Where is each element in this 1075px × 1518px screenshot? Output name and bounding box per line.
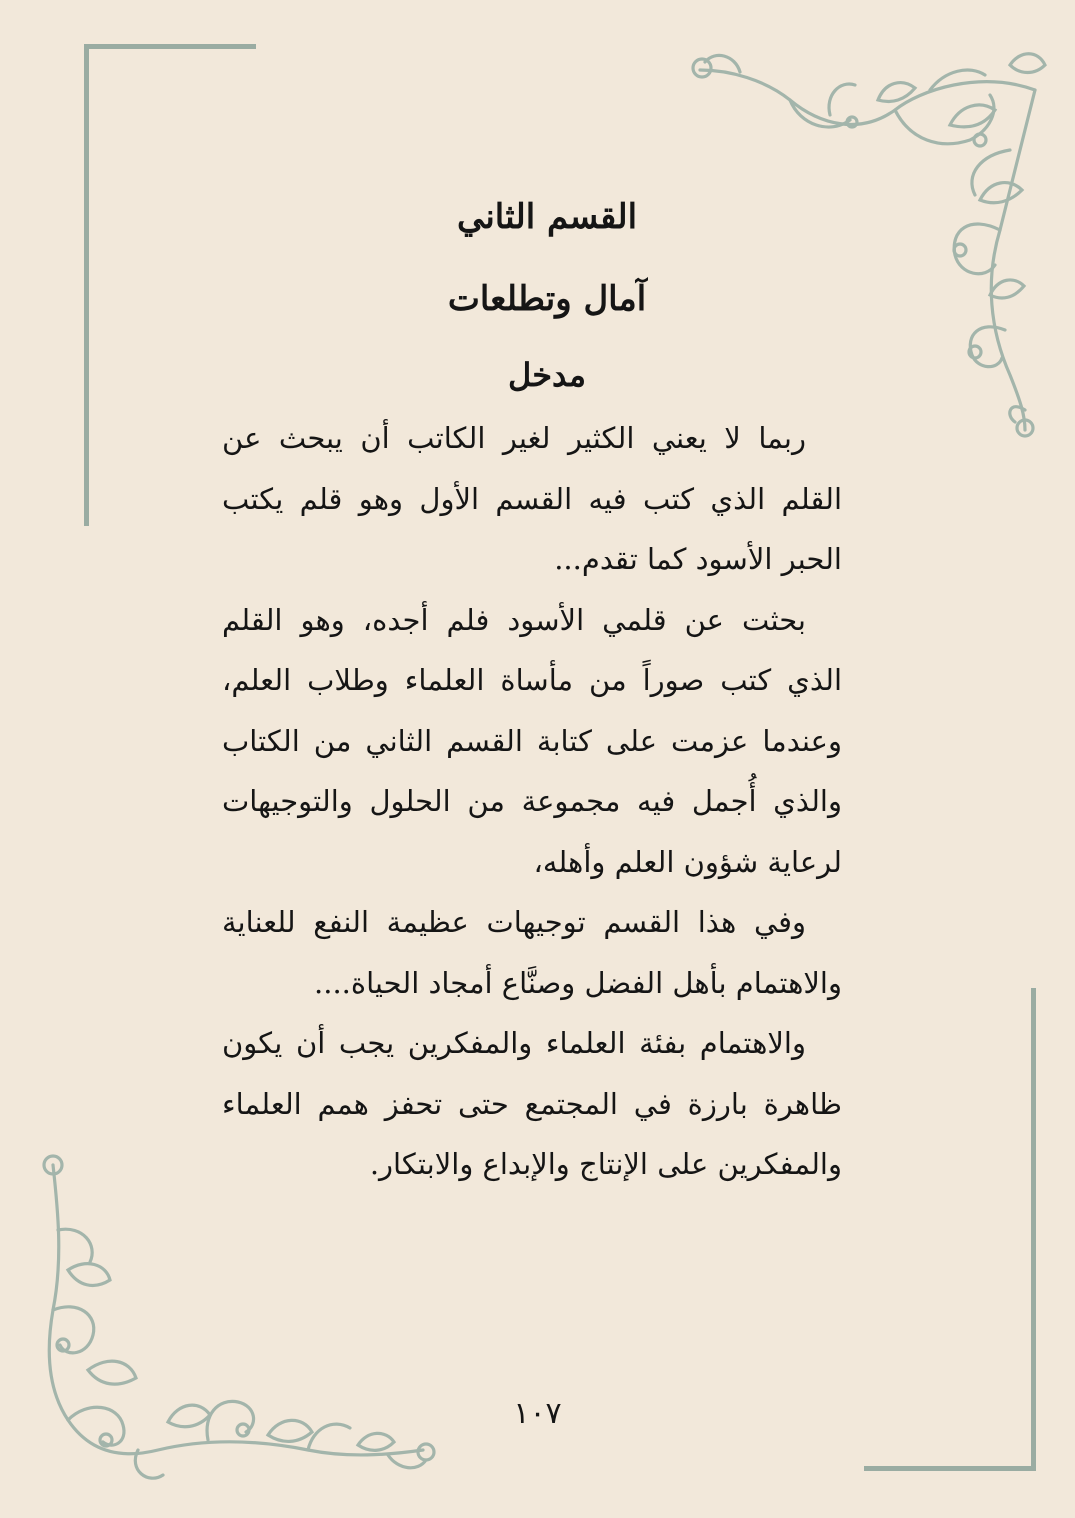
page-number: ١٠٧ [513, 1396, 562, 1431]
frame-left-vertical [84, 44, 89, 526]
intro-heading: مدخل [508, 356, 586, 394]
section-title: القسم الثاني [456, 197, 638, 237]
paragraph: والاهتمام بفئة العلماء والمفكرين يجب أن يكون ظاهرة بارزة في المجتمع حتى تحفز همم العلماء والمفكرين على الإنتاج والإبداع والابتكار. [222, 1026, 842, 1181]
section-subtitle: آمال وتطلعات [447, 279, 647, 319]
floral-corner-ornament-bottom-left [28, 1150, 438, 1490]
paragraph: ربما لا يعني الكثير لغير الكاتب أن يبحث عن القلم الذي كتب فيه القسم الأول وهو قلم يكتب الحبر الأسود كما تقدم... [222, 421, 842, 576]
paragraph: بحثت عن قلمي الأسود فلم أجده، وهو القلم الذي كتب صوراً من مأساة العلماء وطلاب العلم، وعندما عزمت على كتابة القسم الثاني من الكتاب والذي أُجمل فيه مجموعة من الحلول والتوجيهات لرعاية شؤون العلم وأهله، [222, 602, 842, 879]
paragraph: وفي هذا القسم توجيهات عظيمة النفع للعناية والاهتمام بأهل الفضل وصنَّاع أمجاد الحياة.... [222, 905, 842, 1000]
text-content [222, 190, 842, 1195]
frame-top-left-horizontal [84, 44, 256, 49]
frame-bottom-right-horizontal [864, 1466, 1036, 1471]
